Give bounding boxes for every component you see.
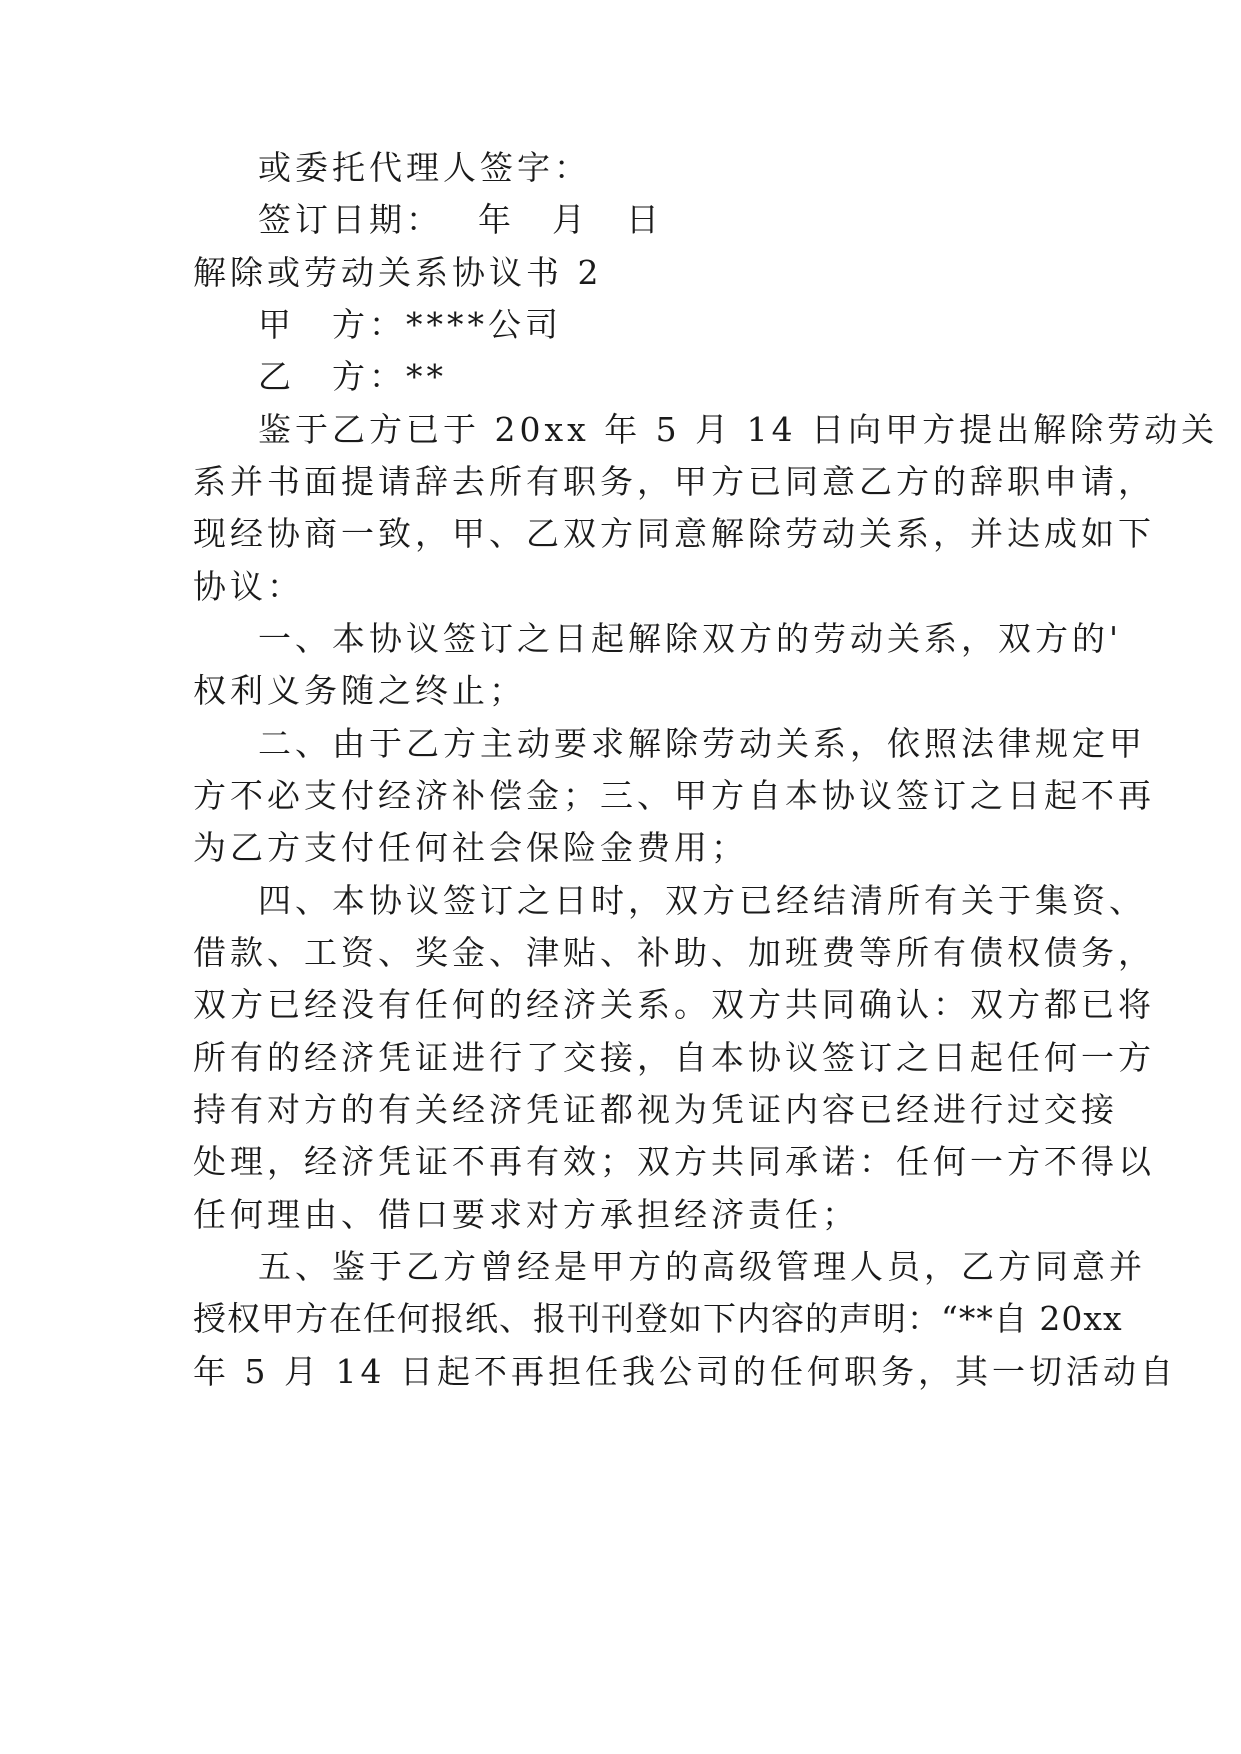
clause-1-line: 权利义务随之终止； [193, 671, 526, 710]
clause-5-line: 年 5 月 14 日起不再担任我公司的任何职务，其一切活动自 [193, 1352, 1177, 1391]
preamble-line: 现经协商一致，甲、乙双方同意解除劳动关系，并达成如下 [193, 514, 1155, 553]
signature-line: 或委托代理人签字： [258, 148, 591, 187]
signing-date-line: 签订日期： 年 月 日 [258, 200, 663, 239]
preamble-line: 系并书面提请辞去所有职务，甲方已同意乙方的辞职申请， [193, 462, 1155, 501]
party-a-line: 甲 方：****公司 [258, 305, 562, 344]
clause-2-line: 方不必支付经济补偿金；三、甲方自本协议签订之日起不再 [193, 776, 1155, 815]
clause-4-line: 处理，经济凭证不再有效；双方共同承诺：任何一方不得以 [193, 1142, 1155, 1181]
preamble-line: 鉴于乙方已于 20xx 年 5 月 14 日向甲方提出解除劳动关 [258, 410, 1219, 449]
clause-4-line: 借款、工资、奖金、津贴、补助、加班费等所有债权债务， [193, 933, 1155, 972]
clause-4-line: 所有的经济凭证进行了交接，自本协议签订之日起任何一方 [193, 1038, 1155, 1077]
clause-4-line: 四、本协议签订之日时，双方已经结清所有关于集资、 [258, 881, 1146, 920]
document-title: 解除或劳动关系协议书 2 [193, 253, 603, 292]
preamble-line: 协议： [193, 567, 304, 606]
clause-5-line: 五、鉴于乙方曾经是甲方的高级管理人员，乙方同意并 [258, 1247, 1146, 1286]
clause-3-line: 为乙方支付任何社会保险金费用； [193, 828, 748, 867]
clause-5-line: 授权甲方在任何报纸、报刊刊登如下内容的声明：“**自 20xx [193, 1299, 1123, 1338]
clause-1-line: 一、本协议签订之日起解除双方的劳动关系，双方的' [258, 619, 1123, 658]
clause-4-line: 双方已经没有任何的经济关系。双方共同确认：双方都已将 [193, 985, 1155, 1024]
clause-2-line: 二、由于乙方主动要求解除劳动关系，依照法律规定甲 [258, 724, 1146, 763]
party-b-line: 乙 方：** [258, 357, 447, 396]
clause-4-line: 持有对方的有关经济凭证都视为凭证内容已经进行过交接 [193, 1090, 1118, 1129]
clause-4-line: 任何理由、借口要求对方承担经济责任； [193, 1195, 859, 1234]
